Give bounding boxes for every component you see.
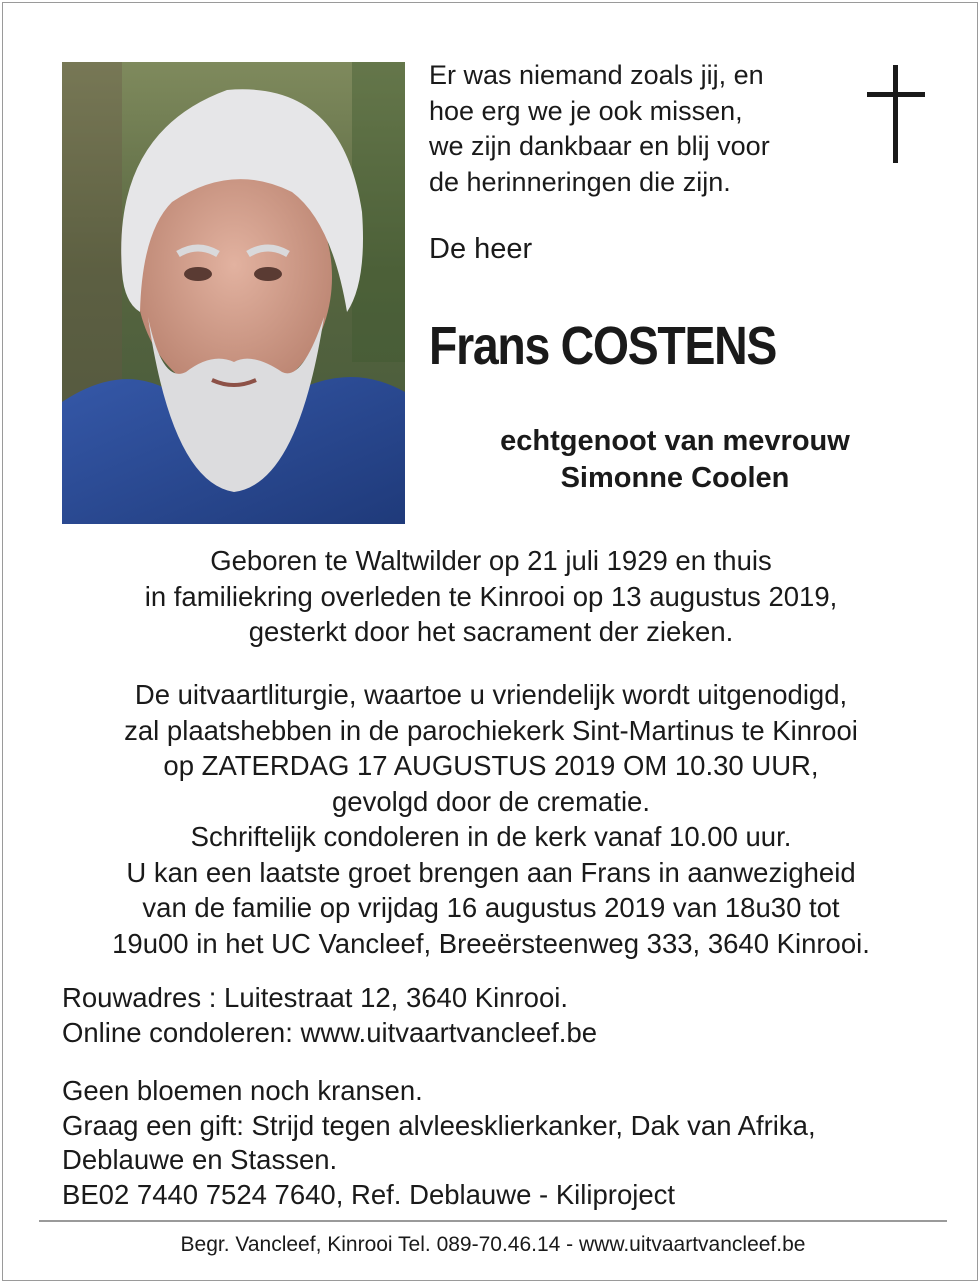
service-line: op ZATERDAG 17 AUGUSTUS 2019 OM 10.30 UUR, <box>163 750 819 781</box>
funeral-home-footer: Begr. Vancleef, Kinrooi Tel. 089-70.46.14 - www.uitvaartvancleef.be <box>180 1233 806 1256</box>
gifts-line: Graag een gift: Strijd tegen alvleesklierkanker, Dak van Afrika, <box>62 1109 816 1141</box>
poem-line: de herinneringen die zijn. <box>429 166 731 197</box>
service-line: U kan een laatste groet brengen aan Frans in aanwezigheid <box>126 856 856 888</box>
deceased-name: Frans COSTENS <box>429 316 777 376</box>
service-line: Schriftelijk condoleren in de kerk vanaf 10.00 uur. <box>190 821 792 852</box>
birth-line: gesterkt door het sacrament der zieken. <box>248 616 734 647</box>
mourning-address: Rouwadres : Luitestraat 12, 3640 Kinrooi. <box>62 982 568 1013</box>
spouse-line: echtgenoot van mevrouw <box>500 425 850 457</box>
online-condolence: Online condoleren: www.uitvaartvancleef.be <box>62 1016 598 1048</box>
service-line: De uitvaartliturgie, waartoe u vriendelijk wordt uitgenodigd, <box>134 679 848 710</box>
portrait-photo <box>62 62 405 524</box>
service-line: 19u00 in het UC Vancleef, Breeërsteenweg 333, 3640 Kinrooi. <box>112 927 870 959</box>
poem-line: we zijn dankbaar en blij voor <box>429 131 770 161</box>
death-notice <box>2 2 978 1281</box>
poem <box>429 58 849 200</box>
poem-line: Er was niemand zoals jij, en <box>429 60 764 90</box>
spouse-info <box>405 423 945 497</box>
gifts-info <box>62 1074 962 1212</box>
gifts-line: Deblauwe en Stassen. <box>62 1144 338 1175</box>
bank-reference: BE02 7440 7524 7640, Ref. Deblauwe - Kiliproject <box>62 1178 676 1210</box>
portrait-illustration <box>62 62 405 524</box>
service-line: van de familie op vrijdag 16 augustus 2019 van 18u30 tot <box>142 892 840 923</box>
gifts-line: Geen bloemen noch kransen. <box>62 1075 423 1106</box>
birth-and-death-info <box>23 543 959 650</box>
address-info <box>62 981 962 1050</box>
funeral-service-info <box>23 677 959 961</box>
service-line: gevolgd door de crematie. <box>332 785 650 817</box>
birth-line: Geboren te Waltwilder op 21 juli 1929 en thuis <box>210 545 772 576</box>
poem-line: hoe erg we je ook missen, <box>429 95 743 126</box>
footer-divider <box>39 1220 947 1222</box>
spouse-line: Simonne Coolen <box>560 462 790 494</box>
cross-icon <box>867 65 925 163</box>
birth-line: in familiekring overleden te Kinrooi op 13 augustus 2019, <box>144 580 838 612</box>
service-line: zal plaatshebben in de parochiekerk Sint-Martinus te Kinrooi <box>124 714 858 746</box>
honorific: De heer <box>429 233 533 265</box>
